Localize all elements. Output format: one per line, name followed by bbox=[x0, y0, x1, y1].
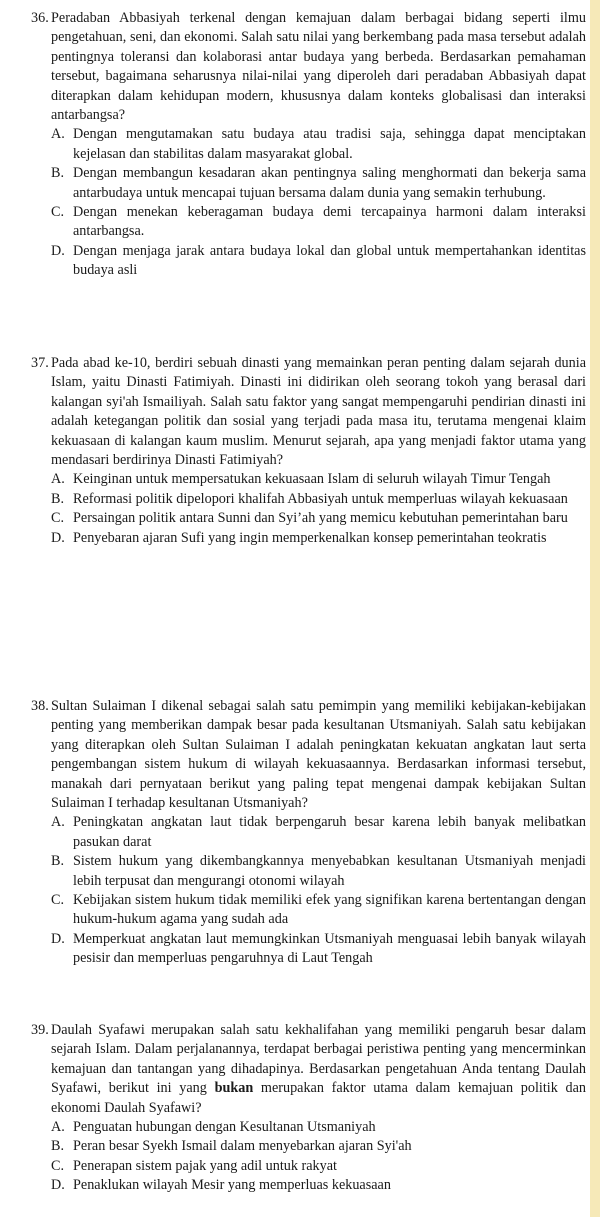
question-emphasis: bukan bbox=[214, 1080, 254, 1097]
question-stem bbox=[0, 697, 586, 813]
option-b[interactable] bbox=[0, 164, 586, 203]
option-text: Reformasi politik dipelopori khalifah Abbasiyah untuk memperluas wilayah kekuasaan bbox=[73, 490, 568, 507]
option-letter: D. bbox=[51, 529, 65, 546]
option-letter: C. bbox=[51, 892, 65, 909]
option-letter: D. bbox=[51, 242, 65, 259]
option-a[interactable] bbox=[0, 813, 586, 852]
option-d[interactable] bbox=[0, 930, 586, 969]
option-letter: D. bbox=[51, 930, 65, 947]
options-list bbox=[0, 470, 586, 548]
question-39 bbox=[0, 1021, 586, 1196]
option-letter: D. bbox=[51, 1177, 65, 1194]
option-letter: C. bbox=[51, 1157, 65, 1174]
option-b[interactable] bbox=[0, 852, 586, 891]
options-list bbox=[0, 125, 586, 280]
option-letter: B. bbox=[51, 1138, 65, 1155]
option-letter: A. bbox=[51, 471, 65, 488]
option-letter: B. bbox=[51, 490, 65, 507]
option-c[interactable] bbox=[0, 203, 586, 242]
question-38 bbox=[0, 697, 586, 969]
option-text: Penaklukan wilayah Mesir yang memperluas kekuasaan bbox=[73, 1177, 391, 1194]
option-c[interactable] bbox=[0, 1157, 586, 1176]
question-text: Pada abad ke-10, berdiri sebuah dinasti yang memainkan peran penting dalam sejarah dunia Islam, yaitu Dinasti Fatimiyah. Dinasti ini didirikan oleh seorang tokoh yang berasal dari kalangan syi'ah Ismailiyah. Salah satu faktor yang sangat mempengaruhi pendirian dinasti ini adalah ketegangan politik dan sosial yang terjadi pada masa itu, terutama mengenai klaim kekuasaan di kalangan kaum muslim. Menurut sejarah, apa yang menjadi faktor utama yang mendasari berdirinya Dinasti Fatimiyah? bbox=[51, 355, 586, 469]
question-stem bbox=[0, 354, 586, 470]
question-text: Peradaban Abbasiyah terkenal dengan kemajuan dalam berbagai bidang seperti ilmu pengetahuan, seni, dan ekonomi. Salah satu nilai yang berkembang pada masa tersebut adalah pentingnya toleransi dan kolaborasi antar budaya yang berbeda. Berdasarkan pemahaman tersebut, bagaimana seharusnya nilai-nilai yang diperoleh dari peradaban Abbasiyah dapat diterapkan dalam kehidupan modern, khususnya dalam konteks globalisasi dan interaksi antarbangsa? bbox=[51, 10, 586, 124]
option-text: Keinginan untuk mempersatukan kekuasaan Islam di seluruh wilayah Timur Tengah bbox=[73, 471, 551, 488]
option-text: Penerapan sistem pajak yang adil untuk rakyat bbox=[73, 1157, 337, 1174]
option-text: Dengan menjaga jarak antara budaya lokal dan global untuk mempertahankan identitas budaya asli bbox=[73, 242, 586, 279]
option-letter: C. bbox=[51, 510, 65, 527]
question-number: 38. bbox=[31, 698, 49, 714]
option-letter: A. bbox=[51, 1119, 65, 1136]
question-36 bbox=[0, 9, 586, 281]
question-text-part: Daulah Syafawi merupakan salah satu kekhalifahan yang memiliki pengaruh besar dalam sejarah Islam. Dalam perjalanannya, terdapat berbagai peristiwa penting yang mencerminkan kemajuan dan tantangan yang dihadapinya. Berdasarkan pengetahuan Anda tentang Daulah Syafawi, berikut ini yang bbox=[51, 1022, 586, 1097]
option-c[interactable] bbox=[0, 509, 586, 528]
option-text: Sistem hukum yang dikembangkannya menyebabkan kesultanan Utsmaniyah menjadi lebih terpusat dan mengurangi otonomi wilayah bbox=[73, 853, 586, 889]
option-text: Peran besar Syekh Ismail dalam menyebarkan ajaran Syi'ah bbox=[73, 1138, 412, 1155]
option-letter: B. bbox=[51, 165, 65, 182]
option-b[interactable] bbox=[0, 490, 586, 509]
options-list bbox=[0, 1118, 586, 1196]
options-list bbox=[0, 813, 586, 968]
option-text: Kebijakan sistem hukum tidak memiliki efek yang signifikan karena bertentangan dengan hukum-hukum agama yang sudah ada bbox=[73, 892, 586, 928]
option-text: Penyebaran ajaran Sufi yang ingin memperkenalkan konsep pemerintahan teokratis bbox=[73, 529, 547, 546]
option-b[interactable] bbox=[0, 1137, 586, 1156]
option-d[interactable] bbox=[0, 529, 586, 548]
option-d[interactable] bbox=[0, 1176, 586, 1195]
option-d[interactable] bbox=[0, 242, 586, 281]
option-text: Peningkatan angkatan laut tidak berpengaruh besar karena lebih banyak melibatkan pasukan darat bbox=[73, 814, 586, 850]
question-37 bbox=[0, 354, 586, 548]
option-letter: C. bbox=[51, 204, 65, 221]
question-stem bbox=[0, 1021, 586, 1118]
page-edge-strip bbox=[590, 0, 600, 1217]
question-number: 37. bbox=[31, 355, 49, 371]
question-number: 36. bbox=[31, 10, 49, 26]
option-a[interactable] bbox=[0, 125, 586, 164]
option-letter: A. bbox=[51, 126, 65, 143]
option-a[interactable] bbox=[0, 1118, 586, 1137]
option-text: Persaingan politik antara Sunni dan Syi’ah yang memicu kebutuhan pemerintahan baru bbox=[73, 510, 568, 527]
option-text: Dengan mengutamakan satu budaya atau tradisi saja, sehingga dapat menciptakan kejelasan dan stabilitas dalam masyarakat global. bbox=[73, 126, 586, 162]
option-text: Penguatan hubungan dengan Kesultanan Utsmaniyah bbox=[73, 1119, 376, 1136]
question-number: 39. bbox=[31, 1022, 49, 1038]
option-letter: A. bbox=[51, 814, 65, 831]
option-text: Dengan membangun kesadaran akan pentingnya saling menghormati dan bekerja sama antarbudaya untuk mencapai tujuan bersama dalam dunia yang semakin terhubung. bbox=[73, 165, 586, 201]
option-text: Memperkuat angkatan laut memungkinkan Utsmaniyah menguasai lebih banyak wilayah pesisir dan memperluas pengaruhnya di Laut Tengah bbox=[73, 930, 586, 967]
question-stem bbox=[0, 9, 586, 125]
question-text: Sultan Sulaiman I dikenal sebagai salah satu pemimpin yang memiliki kebijakan-kebijakan penting yang memberikan dampak besar pada kesultanan Utsmaniyah. Salah satu kebijakan yang diterapkan oleh Sultan Sulaiman I adalah peningkatan kekuatan angkatan laut serta pengembangan sistem hukum di wilayah kekuasaannya. Berdasarkan informasi tersebut, manakah dari pernyataan berikut yang paling tepat mengenai dampak kebijakan Sultan Sulaiman I terhadap kesultanan Utsmaniyah? bbox=[51, 698, 586, 812]
question-text bbox=[51, 1021, 586, 1118]
option-a[interactable] bbox=[0, 470, 586, 489]
question-text-part: merupakan faktor utama dalam kemajuan politik dan ekonomi Daulah Syafawi? bbox=[51, 1080, 586, 1116]
option-letter: B. bbox=[51, 853, 65, 870]
option-text: Dengan menekan keberagaman budaya demi tercapainya harmoni dalam interaksi antarbangsa. bbox=[73, 204, 586, 240]
option-c[interactable] bbox=[0, 891, 586, 930]
